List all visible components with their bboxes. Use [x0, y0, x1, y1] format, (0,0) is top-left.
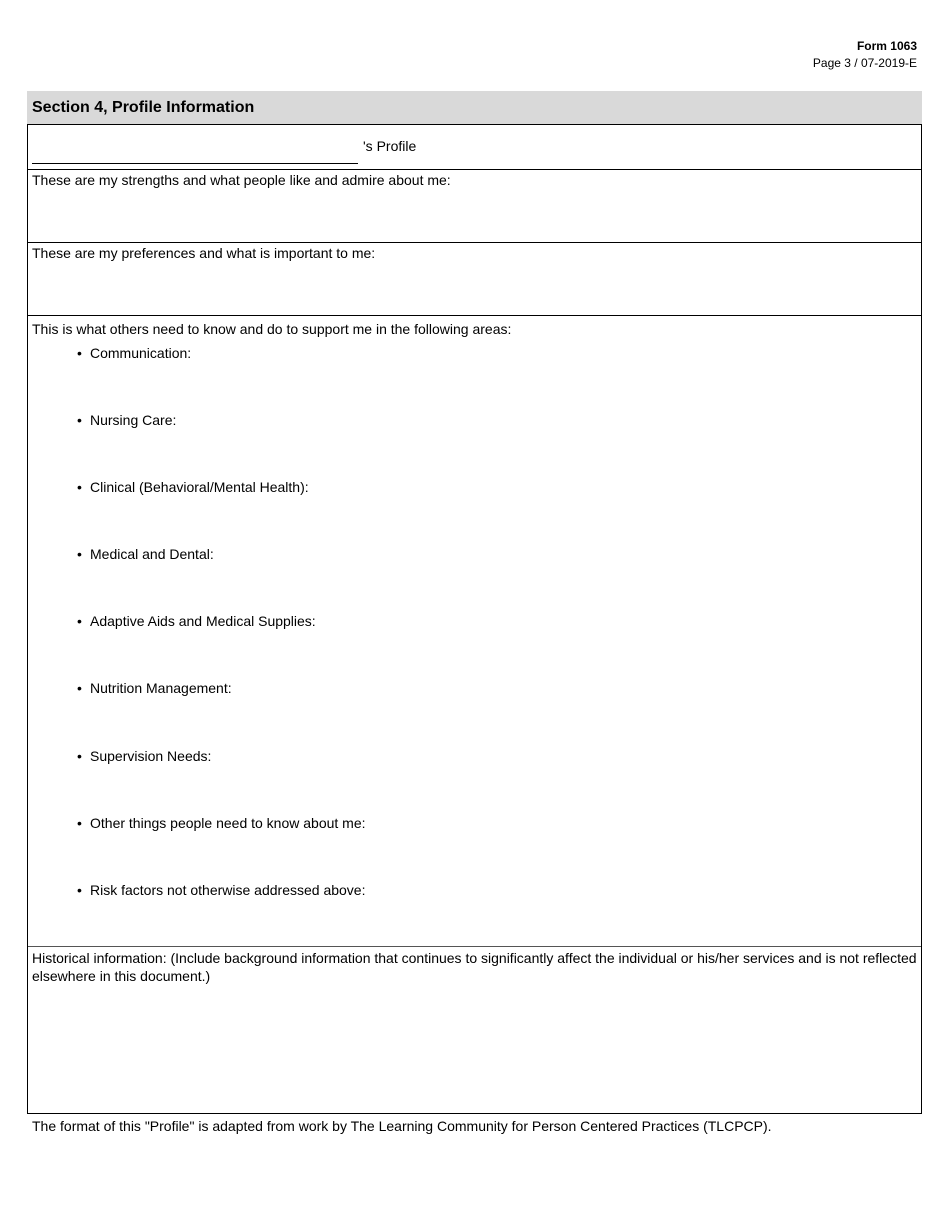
support-area-other-things[interactable] — [77, 815, 366, 882]
profile-table — [27, 124, 922, 1114]
support-area-adaptive-aids[interactable] — [77, 613, 366, 680]
bullet-icon: • — [77, 546, 82, 563]
support-area-label: Medical and Dental: — [90, 546, 214, 563]
section-title: Section 4, Profile Information — [27, 91, 922, 124]
support-area-label: Other things people need to know about me: — [90, 814, 366, 831]
support-area-supervision[interactable] — [77, 748, 366, 815]
footer-note: The format of this "Profile" is adapted from work by The Learning Community for Person Centered Practices (TLCPCP). — [32, 1118, 772, 1134]
support-area-communication[interactable] — [77, 345, 366, 412]
support-area-clinical[interactable] — [77, 479, 366, 546]
support-area-nursing-care[interactable] — [77, 412, 366, 479]
strengths-field[interactable] — [28, 170, 921, 243]
support-area-label: Communication: — [90, 345, 192, 361]
support-areas-list — [77, 345, 366, 949]
bullet-icon: • — [77, 747, 82, 764]
bullet-icon: • — [77, 345, 82, 361]
support-area-risk-factors[interactable] — [77, 882, 366, 949]
bullet-icon: • — [77, 680, 82, 697]
page-info: Page 3 / 07-2019-E — [812, 56, 917, 70]
support-area-nutrition[interactable] — [77, 680, 366, 747]
support-area-medical-dental[interactable] — [77, 546, 366, 613]
profile-name-field[interactable] — [32, 163, 358, 164]
support-area-label: Supervision Needs: — [90, 747, 212, 764]
support-section — [28, 316, 921, 946]
support-area-label: Nutrition Management: — [90, 680, 232, 697]
support-area-label: Risk factors not otherwise addressed above: — [90, 881, 366, 898]
history-label: Historical information: (Include background information that continues to significantly affect the individual or his/her services and is not reflected elsewhere in this document.) — [32, 950, 917, 984]
bullet-icon: • — [77, 479, 82, 496]
support-label: This is what others need to know and do to support me in the following areas: — [32, 321, 512, 337]
profile-name-row — [28, 125, 921, 170]
bullet-icon: • — [77, 881, 82, 898]
preferences-label: These are my preferences and what is important to me: — [32, 245, 376, 261]
history-field[interactable] — [28, 946, 921, 1115]
support-area-label: Clinical (Behavioral/Mental Health): — [90, 479, 309, 496]
form-number: Form 1063 — [856, 39, 917, 53]
bullet-icon: • — [77, 814, 82, 831]
support-area-label: Nursing Care: — [90, 412, 177, 429]
bullet-icon: • — [77, 412, 82, 429]
profile-suffix-label: 's Profile — [363, 138, 417, 154]
support-area-label: Adaptive Aids and Medical Supplies: — [90, 613, 316, 630]
preferences-field[interactable] — [28, 243, 921, 316]
strengths-label: These are my strengths and what people like and admire about me: — [32, 172, 451, 188]
form-header — [813, 38, 917, 72]
bullet-icon: • — [77, 613, 82, 630]
